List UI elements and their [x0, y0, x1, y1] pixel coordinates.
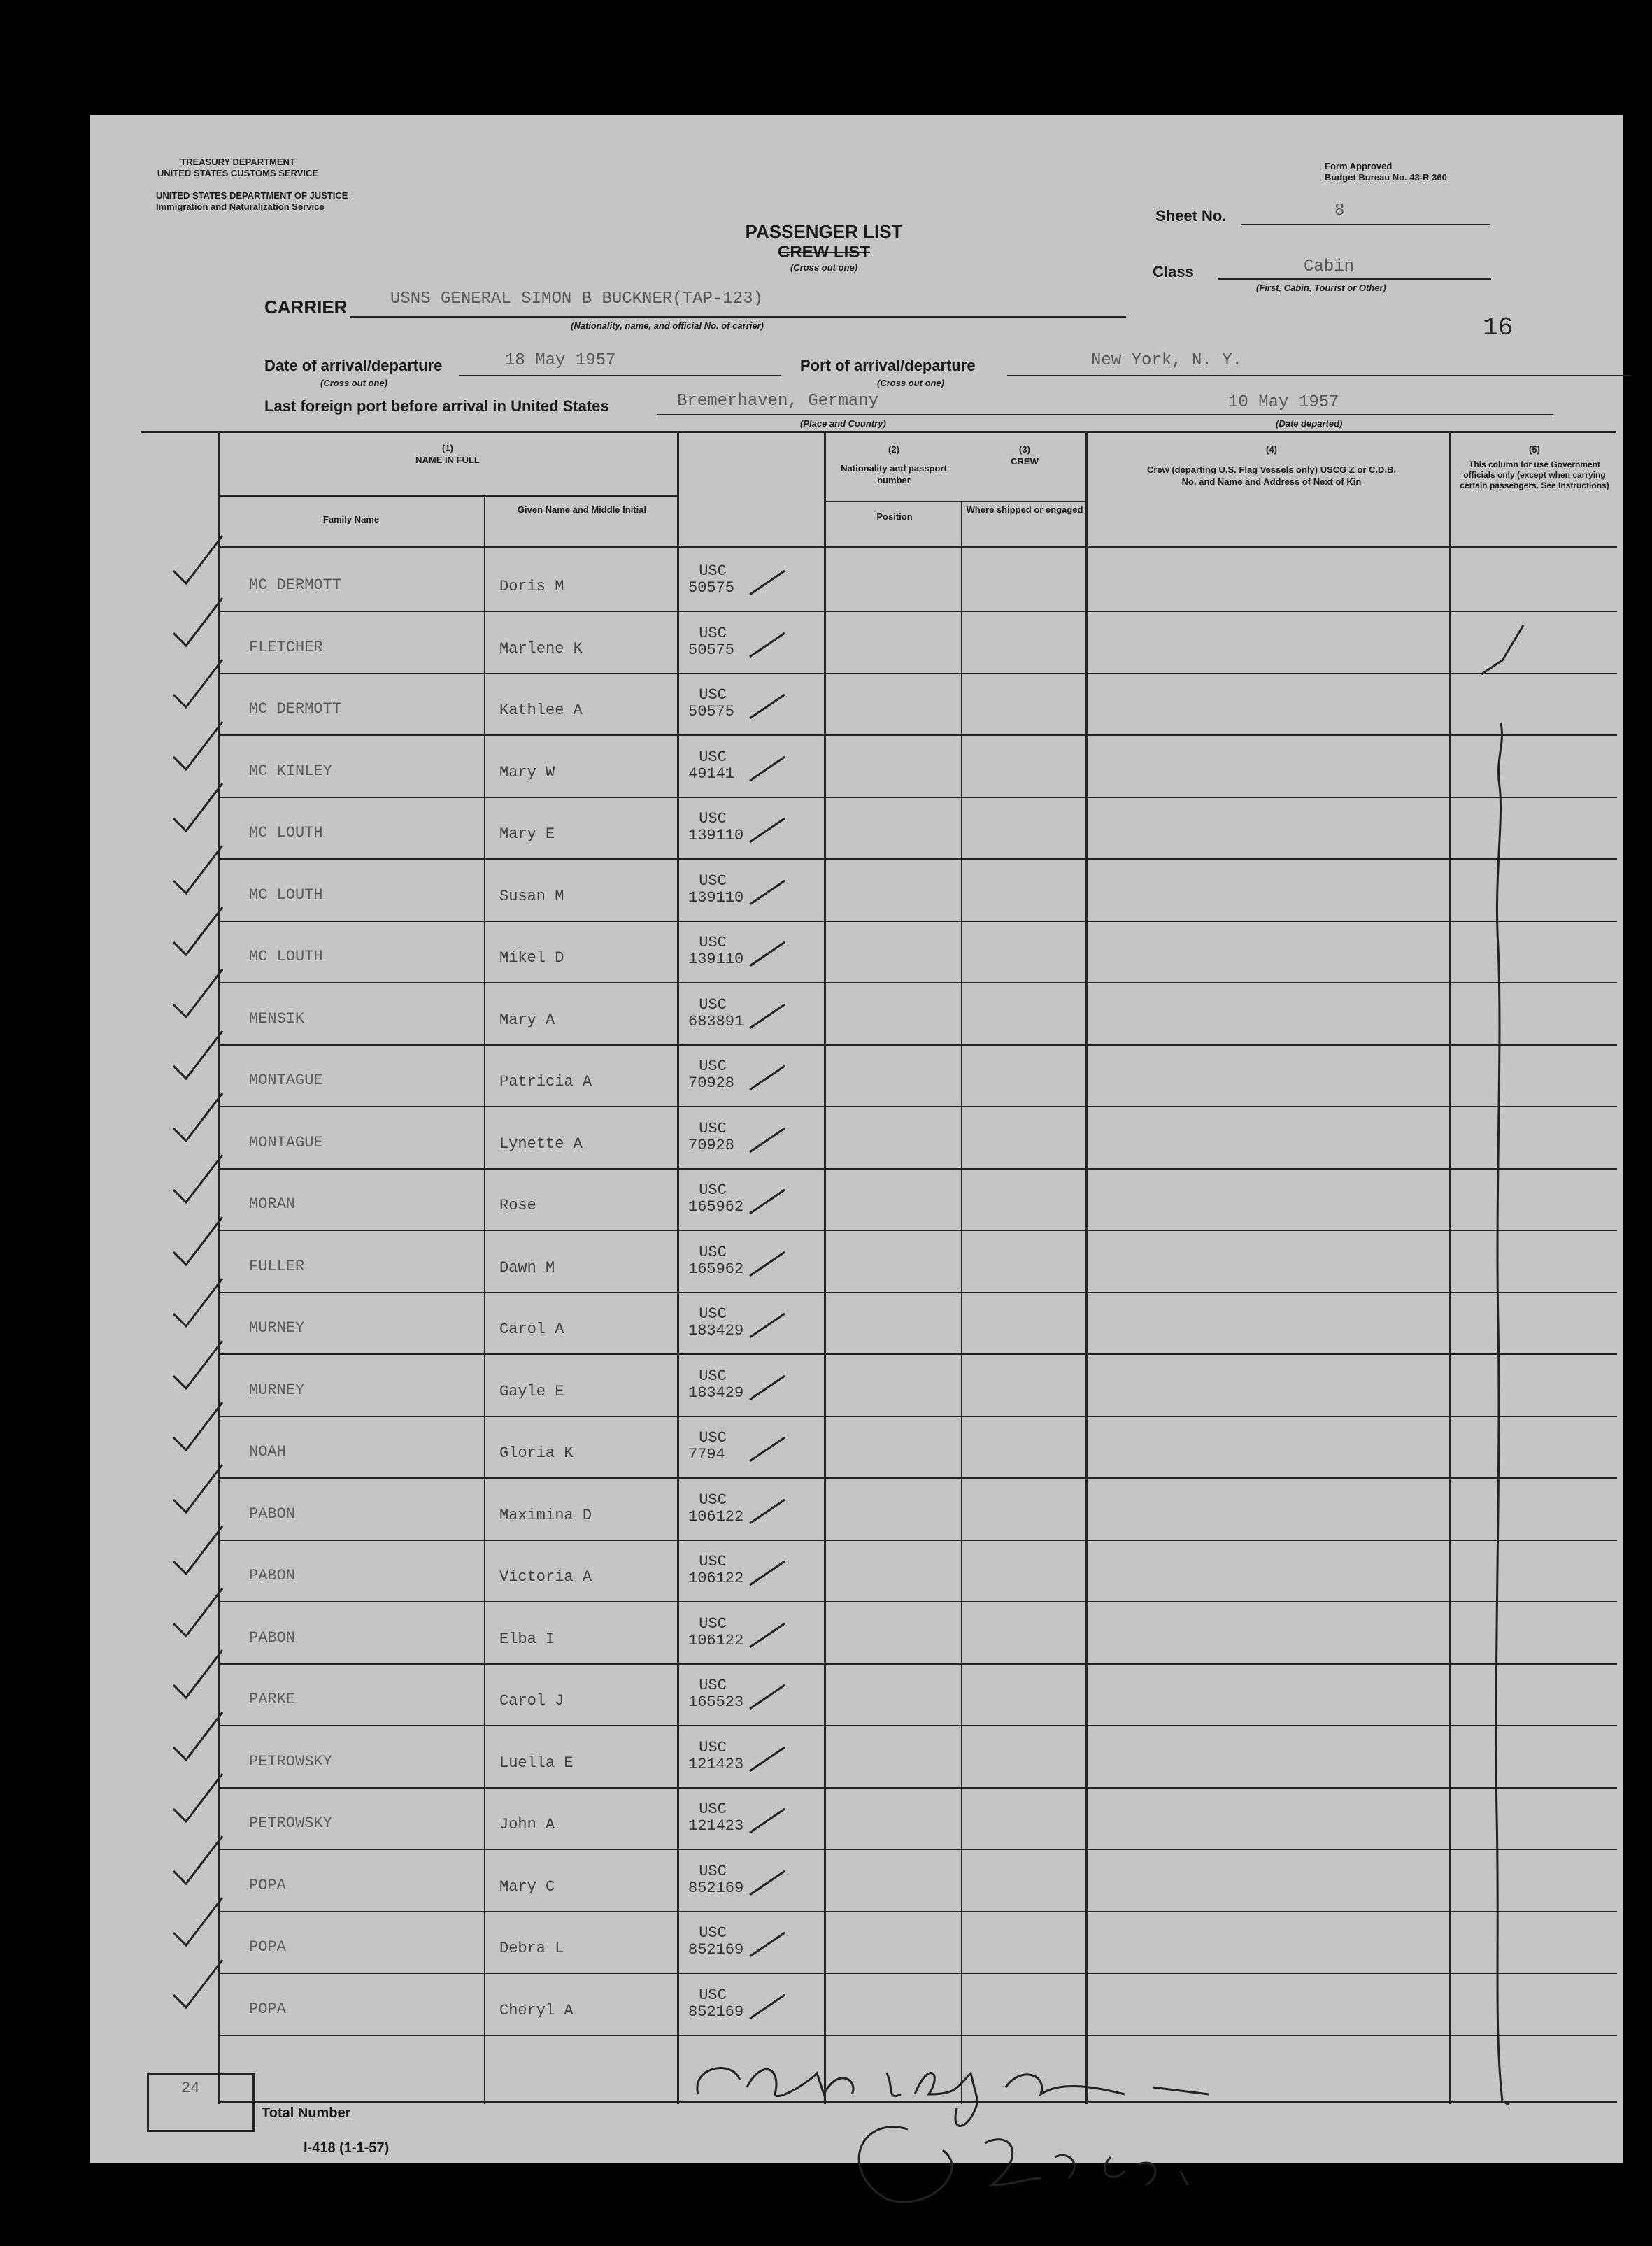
given-name: Carol A [499, 1321, 564, 1338]
officials-check-mark [1453, 555, 1551, 2122]
given-name: Mary C [499, 1878, 555, 1896]
given-name: Victoria A [499, 1568, 592, 1586]
row-check-mark [166, 1767, 229, 1837]
family-name: MORAN [249, 1195, 296, 1213]
verification-tick [747, 750, 817, 792]
row-check-mark [166, 776, 229, 846]
family-name: MC DERMOTT [249, 576, 342, 594]
family-name: MURNEY [249, 1381, 305, 1399]
passport-number: 49141 [688, 765, 735, 783]
last-port-label: Last foreign port before arrival in United States [264, 397, 609, 415]
row-check-mark [166, 900, 229, 970]
family-name: MC LOUTH [249, 948, 323, 965]
family-name-header: Family Name [322, 514, 380, 525]
table-row [90, 797, 1623, 860]
nationality: USC [699, 1986, 727, 2004]
given-name: Mary W [499, 764, 555, 781]
table-row [90, 1107, 1623, 1170]
family-name: POPA [249, 2000, 286, 2018]
table-row [90, 1231, 1623, 1293]
col2-number: (2) [888, 444, 899, 455]
family-name: PARKE [249, 1691, 296, 1708]
passport-number: 106122 [688, 1570, 744, 1587]
date-departed-value: 10 May 1957 [1228, 393, 1339, 412]
verification-tick [747, 1183, 817, 1225]
row-check-mark [166, 1395, 229, 1465]
total-number-label: Total Number [262, 2105, 351, 2121]
passport-number: 50575 [688, 579, 735, 597]
arrival-label: Date of arrival/departure [264, 357, 443, 374]
family-name: MC KINLEY [249, 762, 332, 780]
verification-tick [747, 935, 817, 977]
passport-number: 852169 [688, 1879, 744, 1897]
form-number: I-418 (1-1-57) [304, 2140, 390, 2156]
row-check-mark [166, 1458, 229, 1528]
given-name: Doris M [499, 578, 564, 595]
verification-tick [747, 626, 817, 668]
verification-tick [747, 564, 817, 606]
verification-tick [747, 1430, 817, 1472]
last-port-value: Bremerhaven, Germany [677, 392, 879, 411]
port-note: (Cross out one) [877, 378, 945, 388]
page-number: 16 [1483, 313, 1514, 342]
table-row [90, 921, 1623, 983]
table-row [90, 1355, 1623, 1417]
passport-number: 683891 [688, 1013, 744, 1030]
table-row [90, 983, 1623, 1046]
nationality: USC [699, 1739, 727, 1756]
col5-title: This column for use Government officials only (except when carrying certain passengers. See Instructions) [1460, 460, 1609, 490]
given-name: Mikel D [499, 949, 564, 967]
family-name: MONTAGUE [249, 1134, 323, 1151]
where-shipped-header: Where shipped or engaged [966, 504, 1083, 515]
col2-title: Nationality and passport number [841, 463, 947, 485]
family-name: MONTAGUE [249, 1072, 323, 1089]
verification-tick [747, 1740, 817, 1782]
verification-tick [747, 1059, 817, 1101]
position-header: Position [876, 511, 913, 522]
arrival-value: 18 May 1957 [505, 351, 616, 370]
given-name: Patricia A [499, 1073, 592, 1090]
nationality: USC [699, 1553, 727, 1570]
total-number-value: 24 [181, 2080, 200, 2097]
given-name: Susan M [499, 888, 564, 905]
nationality: USC [699, 1800, 727, 1818]
port-value: New York, N. Y. [1091, 351, 1243, 370]
col3-number: (3) [1019, 444, 1030, 455]
table-row [90, 1540, 1623, 1602]
nationality: USC [699, 996, 727, 1014]
class-note: (First, Cabin, Tourist or Other) [1256, 283, 1386, 293]
family-name: POPA [249, 1877, 286, 1894]
family-name: MC DERMOTT [249, 700, 342, 718]
nationality: USC [699, 1677, 727, 1694]
family-name: MENSIK [249, 1010, 305, 1028]
row-check-mark [166, 1148, 229, 1218]
table-row [90, 1293, 1623, 1355]
family-name: FULLER [249, 1258, 305, 1275]
family-name: MC LOUTH [249, 886, 323, 904]
table-row [90, 1416, 1623, 1479]
nationality: USC [699, 1058, 727, 1075]
sheet-label: Sheet No. [1155, 207, 1227, 225]
given-name: Luella E [499, 1754, 574, 1772]
table-row [90, 1479, 1623, 1541]
carrier-note: (Nationality, name, and official No. of carrier) [571, 320, 764, 331]
row-check-mark [166, 839, 229, 909]
given-name: Gayle E [499, 1383, 564, 1400]
family-name: FLETCHER [249, 639, 323, 656]
nationality: USC [699, 1120, 727, 1137]
family-name: PABON [249, 1567, 296, 1584]
passport-number: 165523 [688, 1693, 744, 1711]
given-name: Mary A [499, 1011, 555, 1029]
row-check-mark [166, 1519, 229, 1589]
passport-number: 852169 [688, 1941, 744, 1959]
title-note: (Cross out one) [790, 262, 858, 273]
col2-header [831, 443, 957, 486]
given-name: Rose [499, 1197, 536, 1214]
nationality: USC [699, 625, 727, 642]
nationality: USC [699, 748, 727, 766]
carrier-value: USNS GENERAL SIMON B BUCKNER(TAP-123) [390, 290, 763, 308]
nationality: USC [699, 1367, 727, 1385]
row-check-mark [166, 962, 229, 1032]
form-approved [1325, 161, 1447, 183]
family-name: PABON [249, 1505, 296, 1523]
col1-number: (1) [442, 443, 453, 453]
col5-number: (5) [1529, 444, 1540, 455]
verification-tick [747, 1121, 817, 1163]
row-check-mark [166, 1891, 229, 1961]
col4-number: (4) [1266, 444, 1277, 455]
row-check-mark [166, 1582, 229, 1651]
family-name: PETROWSKY [249, 1814, 332, 1832]
class-label: Class [1153, 263, 1194, 280]
agency-line: UNITED STATES CUSTOMS SERVICE [157, 168, 319, 178]
signature [677, 1986, 1460, 2213]
title-passenger-list: PASSENGER LIST [745, 221, 903, 242]
given-name: Elba I [499, 1630, 555, 1648]
nationality: USC [699, 1863, 727, 1880]
verification-tick [747, 811, 817, 853]
col3-header-inner [964, 443, 1085, 467]
passport-number: 50575 [688, 703, 735, 720]
nationality: USC [699, 1429, 727, 1447]
passport-number: 165962 [688, 1260, 744, 1278]
passport-number: 7794 [688, 1446, 725, 1463]
row-check-mark [166, 529, 229, 599]
passport-number: 106122 [688, 1508, 744, 1526]
row-check-mark [166, 1210, 229, 1280]
title-crew-list: CREW LIST [778, 243, 870, 262]
verification-tick [747, 1802, 817, 1844]
row-check-mark [166, 1705, 229, 1775]
given-name: Lynette A [499, 1135, 583, 1153]
form-approved-text: Form Approved [1325, 161, 1393, 171]
verification-tick [747, 1678, 817, 1720]
date-departed-note: (Date departed) [1276, 418, 1343, 429]
verification-tick [747, 1554, 817, 1596]
given-name: Debra L [499, 1940, 564, 1957]
nationality: USC [699, 810, 727, 827]
verification-tick [747, 1493, 817, 1535]
table-row [90, 612, 1623, 674]
passport-number: 121423 [688, 1756, 744, 1773]
passport-number: 121423 [688, 1817, 744, 1835]
family-name: NOAH [249, 1443, 286, 1460]
table-row [90, 860, 1623, 922]
given-name: Marlene K [499, 640, 583, 658]
row-check-mark [166, 715, 229, 785]
verification-tick [747, 1369, 817, 1411]
given-name: Dawn M [499, 1259, 555, 1277]
table-row [90, 674, 1623, 736]
family-name: MURNEY [249, 1319, 305, 1337]
agency-block-2 [156, 190, 348, 213]
nationality: USC [699, 1924, 727, 1942]
sheet-value: 8 [1334, 201, 1345, 220]
row-check-mark [166, 1829, 229, 1899]
col4-title: Crew (departing U.S. Flag Vessels only) USCG Z or C.D.B. No. and Name and Address of Next of Kin [1146, 464, 1397, 487]
family-name: PETROWSKY [249, 1753, 332, 1770]
verification-tick [747, 1864, 817, 1906]
table-row [90, 1045, 1623, 1107]
passport-number: 139110 [688, 889, 744, 907]
nationality: USC [699, 1615, 727, 1633]
row-check-mark [166, 1334, 229, 1404]
given-name: Maximina D [499, 1507, 592, 1524]
nationality: USC [699, 1491, 727, 1509]
col1-header [218, 442, 677, 466]
verification-tick [747, 874, 817, 916]
nationality: USC [699, 872, 727, 890]
port-label: Port of arrival/departure [800, 357, 976, 374]
nationality: USC [699, 686, 727, 704]
table-row [90, 1788, 1623, 1850]
row-check-mark [166, 653, 229, 723]
table-row [90, 1664, 1623, 1726]
title-block [719, 221, 929, 273]
budget-bureau-text: Budget Bureau No. 43-R 360 [1325, 172, 1447, 183]
manifest-sheet [90, 115, 1623, 2163]
verification-tick [747, 1926, 817, 1968]
passport-number: 70928 [688, 1137, 735, 1154]
passport-number: 139110 [688, 827, 744, 844]
nationality: USC [699, 562, 727, 580]
carrier-label: CARRIER [264, 297, 348, 318]
given-name: Cheryl A [499, 2002, 574, 2019]
last-port-note: (Place and Country) [800, 418, 886, 429]
given-name: John A [499, 1816, 555, 1833]
nationality: USC [699, 1181, 727, 1199]
row-check-mark [166, 1953, 229, 2023]
passport-number: 852169 [688, 2003, 744, 2021]
passport-number: 106122 [688, 1632, 744, 1649]
col5-header [1453, 443, 1616, 491]
row-check-mark [166, 1643, 229, 1713]
nationality: USC [699, 1305, 727, 1323]
table-row [90, 1912, 1623, 1974]
col3-title: CREW [1011, 456, 1039, 467]
verification-tick [747, 1616, 817, 1658]
verification-tick [747, 1307, 817, 1349]
row-check-mark [166, 1272, 229, 1342]
verification-tick [747, 1245, 817, 1287]
col1-title: NAME IN FULL [415, 455, 480, 465]
table-row [90, 1726, 1623, 1789]
agency-block [154, 157, 322, 179]
family-name: PABON [249, 1629, 296, 1647]
given-name-header: Given Name and Middle Initial [517, 504, 647, 515]
agency-line: UNITED STATES DEPARTMENT OF JUSTICE [156, 190, 348, 201]
passport-number: 139110 [688, 951, 744, 968]
verification-tick [747, 997, 817, 1039]
family-name: MC LOUTH [249, 824, 323, 841]
col4-header [1097, 443, 1446, 488]
nationality: USC [699, 1244, 727, 1261]
table-row [90, 736, 1623, 798]
agency-line: TREASURY DEPARTMENT [180, 157, 295, 167]
passport-number: 183429 [688, 1384, 744, 1402]
passport-number: 70928 [688, 1074, 735, 1092]
passport-number: 50575 [688, 641, 735, 659]
nationality: USC [699, 934, 727, 951]
total-number-box [147, 2073, 255, 2132]
class-value: Cabin [1304, 257, 1355, 276]
agency-line: Immigration and Naturalization Service [156, 201, 325, 212]
given-name: Kathlee A [499, 702, 583, 719]
given-name: Carol J [499, 1692, 564, 1710]
row-check-mark [166, 1024, 229, 1094]
given-name: Gloria K [499, 1444, 574, 1462]
row-check-mark [166, 1086, 229, 1156]
table-row [90, 1850, 1623, 1912]
verification-tick [747, 688, 817, 730]
given-name: Mary E [499, 825, 555, 843]
family-name: POPA [249, 1938, 286, 1956]
table-row [90, 1169, 1623, 1231]
passport-number: 183429 [688, 1322, 744, 1339]
passport-number: 165962 [688, 1198, 744, 1216]
table-row [90, 550, 1623, 612]
row-check-mark [166, 591, 229, 661]
arrival-note: (Cross out one) [320, 378, 388, 388]
table-row [90, 1602, 1623, 1665]
